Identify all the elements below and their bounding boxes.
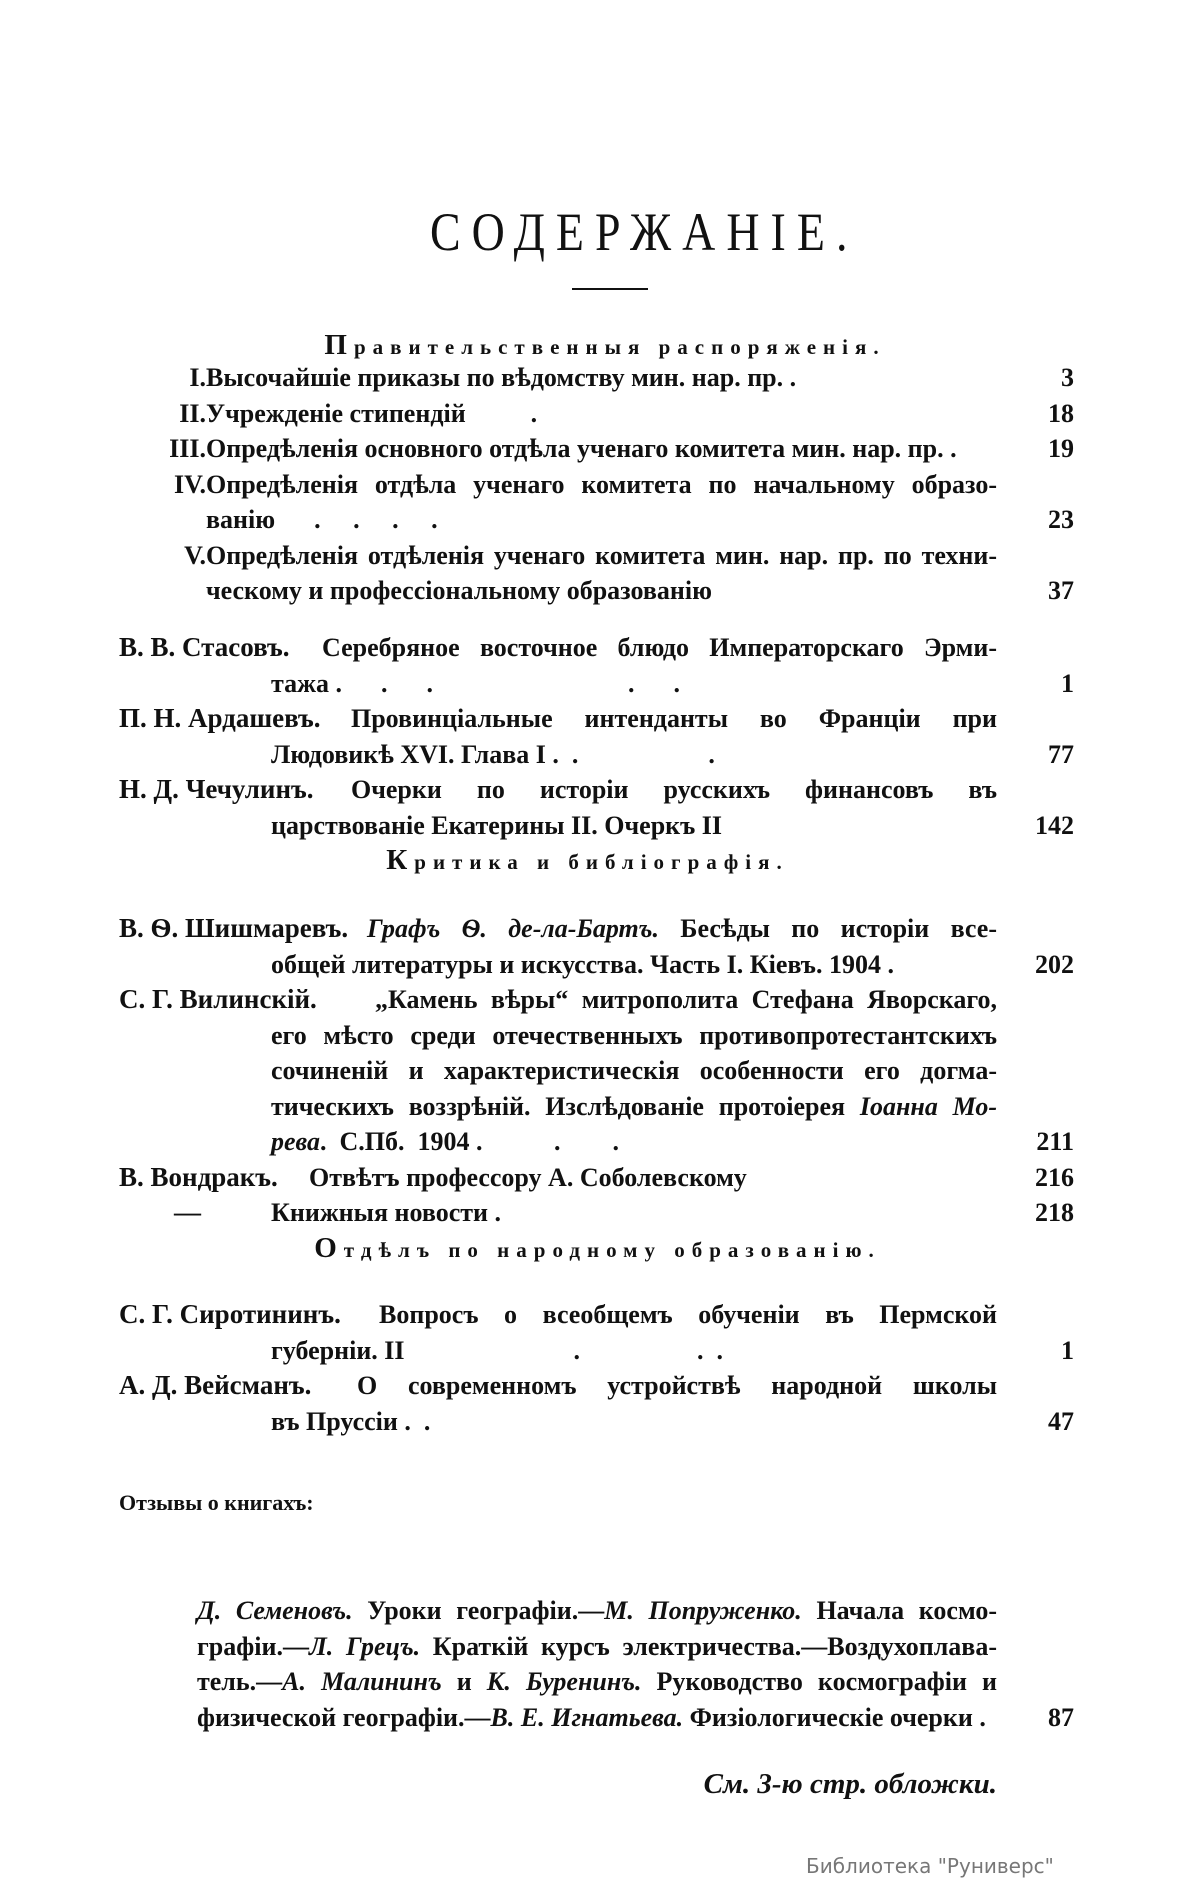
text-segment: Отвѣтъ профессору А. Соболевскому bbox=[309, 1162, 747, 1192]
toc-entry-line bbox=[119, 772, 1074, 808]
toc-entry-line bbox=[119, 1089, 1074, 1125]
text-segment: въ Пруссіи . . bbox=[271, 1406, 431, 1436]
review-line bbox=[119, 1629, 1074, 1665]
page-number: 3 bbox=[1061, 363, 1074, 392]
text-segment: тажа . . . . . bbox=[271, 668, 680, 698]
library-watermark: Библиотека "Руниверс" bbox=[806, 1854, 1054, 1878]
page-number: 19 bbox=[1048, 434, 1074, 463]
toc-entry-line bbox=[119, 396, 1074, 432]
text-segment: Бесѣды по исторіи все- bbox=[658, 914, 997, 943]
entry-author: П. Н. Ардашевъ. bbox=[119, 703, 321, 733]
entry-title bbox=[271, 1404, 430, 1440]
entry-number: II. bbox=[179, 398, 206, 428]
entry-author: В. Ѳ. Шишмаревъ. bbox=[119, 913, 349, 943]
text-segment: „Камень вѣры“ митрополита Стефана Яворскаго, bbox=[375, 985, 997, 1014]
text-segment: сочиненій и характеристическія особенности его догма- bbox=[271, 1056, 997, 1085]
review-line bbox=[119, 1664, 1074, 1700]
reviews-heading: Отзывы о книгахъ: bbox=[119, 1490, 314, 1515]
text-segment: Физіологическіе очерки . bbox=[683, 1702, 986, 1732]
page-number: 87 bbox=[1048, 1702, 1074, 1732]
page-number: 142 bbox=[1035, 810, 1074, 840]
italic-segment: А. Малининъ bbox=[282, 1667, 442, 1696]
text-segment: губерніи. II . . . bbox=[271, 1335, 724, 1365]
italic-segment: В. Е. Игнатьева. bbox=[490, 1702, 684, 1732]
toc-entry-line bbox=[119, 911, 1074, 947]
italic-segment: Графъ Ѳ. де-ла-Бартъ. bbox=[367, 914, 659, 943]
entry-title bbox=[357, 1368, 997, 1404]
toc-entry-line bbox=[119, 666, 1074, 702]
entry-number: V. bbox=[184, 540, 206, 570]
text-segment: его мѣсто среди отечественныхъ противопротестантскихъ bbox=[271, 1020, 997, 1050]
toc-entry-line bbox=[119, 701, 1074, 737]
toc-block-criticism bbox=[119, 911, 1074, 1231]
italic-segment: К. Буренинъ. bbox=[486, 1667, 642, 1696]
italic-segment: Л. Грецъ. bbox=[308, 1631, 421, 1661]
section-heading-criticism: Критика и библіографія. bbox=[386, 844, 789, 876]
page-number: 18 bbox=[1048, 398, 1074, 428]
toc-entry-line bbox=[119, 1053, 1074, 1089]
section-heading-government: Правительственныя распоряженія. bbox=[324, 329, 886, 361]
text-segment: Книжныя новости . bbox=[271, 1198, 502, 1227]
text-segment: Опредѣленія отдѣленія ученаго комитета мин. нар. пр. по техни- bbox=[206, 540, 997, 570]
page-number: 202 bbox=[1035, 949, 1074, 979]
toc-entry-line bbox=[119, 573, 1074, 609]
page-number: 1 bbox=[1061, 1335, 1074, 1365]
text-segment: царствованіе Екатерины II. Очеркъ II bbox=[271, 810, 723, 840]
entry-title bbox=[351, 701, 997, 737]
text-segment: Руководство космографіи и bbox=[641, 1667, 997, 1696]
toc-entry-line bbox=[119, 538, 1074, 574]
toc-entry-line bbox=[119, 1160, 1074, 1196]
page-number: 47 bbox=[1048, 1406, 1074, 1436]
toc-entry-line bbox=[119, 502, 1074, 538]
italic-segment: Д. Семеновъ. bbox=[197, 1596, 353, 1625]
text-segment: Опредѣленія отдѣла ученаго комитета по начальному образо- bbox=[206, 469, 997, 499]
entry-author: С. Г. Сиротининъ. bbox=[119, 1299, 341, 1329]
entry-title bbox=[271, 947, 894, 983]
text-segment: тическихъ воззрѣній. Изслѣдованіе протоіерея bbox=[271, 1091, 860, 1121]
entry-title bbox=[206, 360, 796, 396]
review-line bbox=[119, 1700, 1074, 1736]
entry-title bbox=[351, 772, 997, 808]
entry-title bbox=[206, 573, 712, 609]
page-number: 37 bbox=[1048, 576, 1074, 605]
text-segment: физической географіи.— bbox=[197, 1702, 491, 1732]
toc-entry-line bbox=[119, 947, 1074, 983]
text-segment: Учрежденіе стипендій . bbox=[206, 398, 538, 428]
toc-entry-line bbox=[119, 431, 1074, 467]
review-line bbox=[119, 1593, 1074, 1629]
page-number: 77 bbox=[1048, 739, 1074, 769]
toc-entry-line bbox=[119, 467, 1074, 503]
text-segment: графіи.— bbox=[197, 1631, 309, 1661]
entry-title bbox=[271, 1053, 997, 1089]
entry-title bbox=[271, 1195, 501, 1231]
text-segment: Уроки географіи.— bbox=[352, 1596, 605, 1625]
toc-entry-line bbox=[119, 808, 1074, 844]
entry-title bbox=[271, 1124, 619, 1160]
toc-block-government bbox=[119, 360, 1074, 609]
italic-segment: Іоанна Мо- bbox=[859, 1091, 997, 1121]
text-segment: общей литературы и искусства. Часть I. Кіевъ. 1904 . bbox=[271, 949, 894, 979]
entry-title bbox=[271, 1018, 997, 1054]
toc-entry-line bbox=[119, 737, 1074, 773]
text-segment: . С.Пб. 1904 . . . bbox=[319, 1127, 619, 1156]
text-segment: тель.— bbox=[197, 1667, 283, 1696]
toc-block-education bbox=[119, 1297, 1074, 1439]
entry-title bbox=[271, 666, 680, 702]
text-segment: Серебряное восточное блюдо Императорскаго Эрми- bbox=[322, 633, 997, 662]
entry-title bbox=[271, 1333, 723, 1369]
entry-title bbox=[375, 982, 997, 1018]
text-segment: Опредѣленія основного отдѣла ученаго комитета мин. нар. пр. . bbox=[206, 434, 957, 463]
entry-title bbox=[379, 1297, 997, 1333]
text-segment: Вопросъ о всеобщемъ обученіи въ Пермской bbox=[379, 1300, 997, 1329]
entry-author: Н. Д. Чечулинъ. bbox=[119, 774, 314, 804]
entry-author: А. Д. Вейсманъ. bbox=[119, 1370, 312, 1400]
entry-title bbox=[367, 911, 997, 947]
text-segment: ческому и профессіональному образованію bbox=[206, 576, 712, 605]
toc-entry-line bbox=[119, 1297, 1074, 1333]
page-number: 218 bbox=[1035, 1198, 1074, 1227]
entry-title bbox=[206, 431, 957, 467]
text-segment: Краткій курсъ электричества.—Воздухоплава- bbox=[420, 1631, 997, 1661]
toc-entry-line bbox=[119, 630, 1074, 666]
text-segment: О современномъ устройствѣ народной школы bbox=[357, 1371, 997, 1400]
page-title: СОДЕРЖАНІЕ. bbox=[430, 202, 859, 262]
entry-title bbox=[206, 396, 537, 432]
entry-title bbox=[309, 1160, 747, 1196]
page-number: 23 bbox=[1048, 505, 1074, 534]
title-divider bbox=[572, 288, 648, 290]
entry-title bbox=[271, 737, 715, 773]
toc-entry-line bbox=[119, 1333, 1074, 1369]
text-segment: Людовикѣ XVI. Глава I . . . bbox=[271, 739, 715, 769]
entry-title bbox=[271, 1089, 997, 1125]
toc-entry-line bbox=[119, 1368, 1074, 1404]
page-number: 216 bbox=[1035, 1162, 1074, 1192]
text-segment: Высочайшіе приказы по вѣдомству мин. нар. пр. . bbox=[206, 363, 797, 392]
entry-title bbox=[206, 538, 997, 574]
entry-title bbox=[271, 808, 722, 844]
review-text bbox=[197, 1593, 997, 1629]
entry-title bbox=[322, 630, 997, 666]
entry-number: I. bbox=[189, 363, 206, 392]
toc-entry-line bbox=[119, 1195, 1074, 1231]
entry-number: IV. bbox=[173, 469, 206, 499]
page-number: 1 bbox=[1061, 668, 1074, 698]
entry-author: В. Вондракъ. bbox=[119, 1161, 278, 1192]
entry-title bbox=[206, 467, 997, 503]
review-text bbox=[197, 1664, 997, 1700]
see-cover-note: См. 3-ю стр. обложки. bbox=[703, 1768, 997, 1800]
section-heading-education: Отдѣлъ по народному образованію. bbox=[314, 1232, 881, 1264]
text-segment: Начала космо- bbox=[801, 1596, 997, 1625]
entry-author: С. Г. Вилинскій. bbox=[119, 984, 317, 1014]
text-segment: Провинціальные интенданты во Франціи при bbox=[351, 704, 997, 733]
italic-segment: рева bbox=[271, 1127, 320, 1156]
reviews-block bbox=[119, 1593, 1074, 1735]
review-text bbox=[197, 1700, 986, 1736]
review-text bbox=[197, 1629, 997, 1665]
text-segment: ванію . . . . bbox=[206, 505, 438, 534]
page-number: 211 bbox=[1036, 1127, 1074, 1156]
toc-entry-line bbox=[119, 360, 1074, 396]
toc-entry-line bbox=[119, 1018, 1074, 1054]
italic-segment: М. Попруженко. bbox=[604, 1596, 802, 1625]
toc-block-articles bbox=[119, 630, 1074, 843]
entry-title bbox=[206, 502, 438, 538]
entry-author: — bbox=[174, 1197, 201, 1227]
toc-entry-line bbox=[119, 1124, 1074, 1160]
toc-entry-line bbox=[119, 1404, 1074, 1440]
entry-author: В. В. Стасовъ. bbox=[119, 632, 290, 662]
toc-entry-line bbox=[119, 982, 1074, 1018]
entry-number: III. bbox=[169, 434, 206, 463]
text-segment: и bbox=[441, 1667, 487, 1696]
text-segment: Очерки по исторіи русскихъ финансовъ въ bbox=[351, 775, 997, 804]
